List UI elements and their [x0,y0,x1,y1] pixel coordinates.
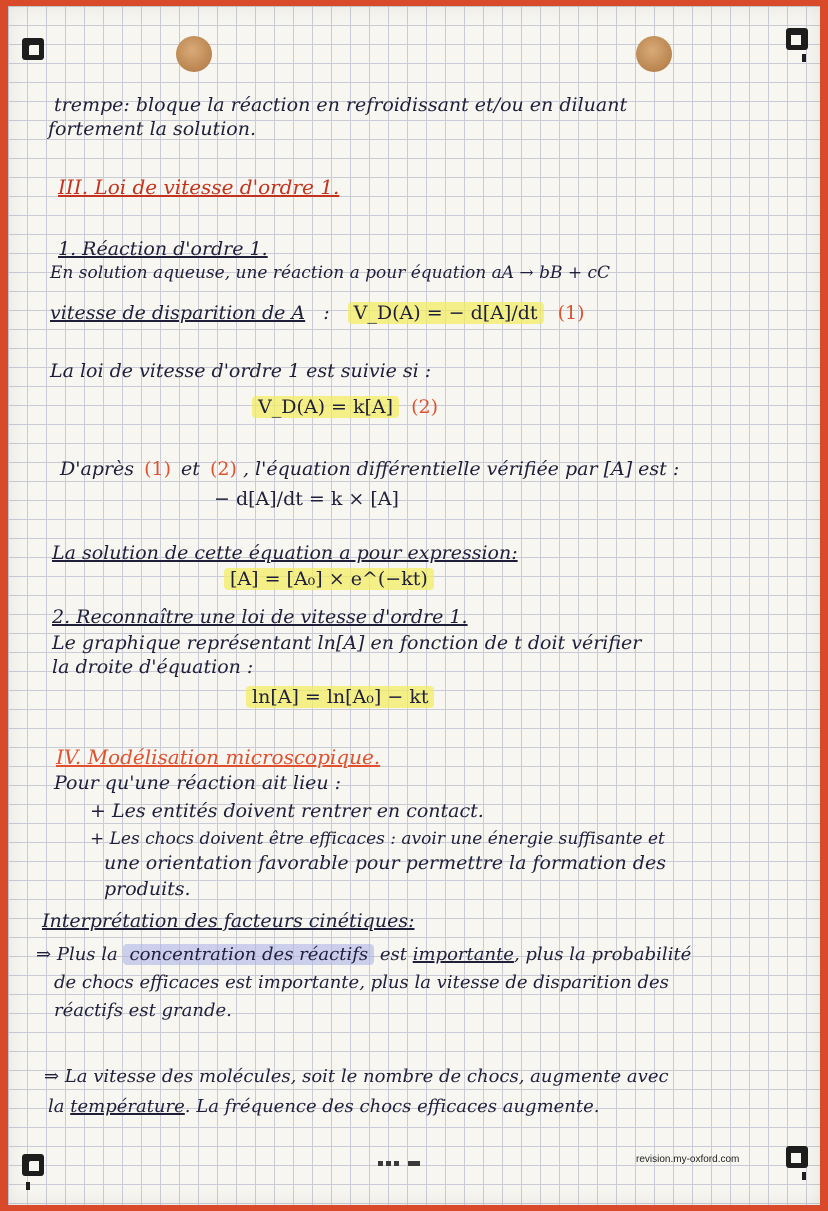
text-importante: importante [412,944,514,965]
sec4-line-1: Pour qu'une réaction ait lieu : [54,772,342,794]
rate-label: vitesse de disparition de A [50,302,306,324]
concentration-highlight: concentration des réactifs [123,944,374,965]
interpretation-title: Interprétation des facteurs cinétiques: [42,910,415,932]
text-dapres: D'après [60,458,135,480]
sub1-line-5 [60,458,679,480]
text-equation-diff: , l'équation différentielle vérifiée par [A] est : [242,458,680,480]
text-plus-la: Plus la [56,944,118,965]
page-indicator [378,1161,420,1166]
page-dot [394,1161,399,1166]
arrow-icon: ⇒ [36,944,52,965]
bullet-2b: une orientation favorable pour permettre la formation des [104,852,666,874]
sub2-line-3 [246,686,434,708]
text-et: et [181,458,200,480]
corner-marker-bottom-right-icon [786,1146,808,1168]
bullet-1: + Les entités doivent rentrer en contact. [90,800,484,822]
text-frequence: . La fréquence des chocs efficaces augmente. [184,1096,600,1117]
corner-marker-bottom-left-icon [22,1154,44,1176]
corner-marker-dot-icon [802,1172,806,1180]
section-4-title: IV. Modélisation microscopique. [56,745,381,769]
punch-hole-right [636,36,672,72]
text-la: la [48,1096,65,1117]
diff-equation: − d[A]/dt = k × [A] [214,488,399,510]
rate-formula: V_D(A) = − d[A]/dt [348,302,544,324]
text-probabilite: , plus la probabilité [513,944,692,965]
text-temperature: température [70,1096,185,1117]
page-dot [386,1161,391,1166]
sub1-line-8 [224,568,434,590]
sub1-line-4 [252,396,438,418]
page-dash [408,1161,420,1166]
sub1-line-1: En solution aqueuse, une réaction a pour équation aA → bB + cC [50,263,611,283]
sub2-line-2: la droite d'équation : [52,656,254,678]
punch-hole-left [176,36,212,72]
para-1-line-3: réactifs est grande. [54,1000,232,1021]
sub1-line-2 [50,302,585,324]
solution-formula: [A] = [A₀] × e^(−kt) [224,568,434,590]
ref-1-inline: (1) [144,458,171,480]
ref-1: (1) [557,302,585,324]
para-2-line-2 [48,1096,600,1118]
intro-line-1: trempe: bloque la réaction en refroidissant et/ou en diluant [54,94,628,116]
rate-separator: : [323,302,330,324]
bullet-2c: produits. [104,878,191,900]
notebook-page [8,6,820,1205]
section-3-title: III. Loi de vitesse d'ordre 1. [58,175,340,199]
page-dot [378,1161,383,1166]
para-1-line-2: de chocs efficaces est importante, plus la vitesse de disparition des [54,972,669,993]
rate-law-formula: V_D(A) = k[A] [252,396,399,418]
bullet-2a: + Les chocs doivent être efficaces : avoir une énergie suffisante et [90,829,665,849]
ref-2-inline: (2) [209,458,237,480]
intro-line-2: fortement la solution. [48,118,256,140]
corner-marker-top-left-icon [22,38,44,60]
corner-marker-dot-icon [26,1182,30,1190]
corner-marker-top-right-icon [786,28,808,50]
text-est: est [379,944,407,965]
solution-text: La solution de cette équation a pour expression: [52,542,518,564]
footer-url: revision.my-oxford.com [636,1154,740,1165]
subsection-2-title: 2. Reconnaître une loi de vitesse d'ordre 1. [52,606,468,628]
para-2-line-1: ⇒ La vitesse des molécules, soit le nombre de chocs, augmente avec [44,1066,669,1087]
ref-2: (2) [411,396,439,418]
sub1-line-3: La loi de vitesse d'ordre 1 est suivie si : [50,360,432,382]
sub1-line-7 [52,542,518,564]
para-1-line-1 [36,944,691,966]
corner-marker-dot-icon [802,54,806,62]
subsection-1-title: 1. Réaction d'ordre 1. [58,238,268,260]
linear-formula: ln[A] = ln[A₀] − kt [246,686,434,708]
sub2-line-1: Le graphique représentant ln[A] en fonction de t doit vérifier [52,632,642,654]
